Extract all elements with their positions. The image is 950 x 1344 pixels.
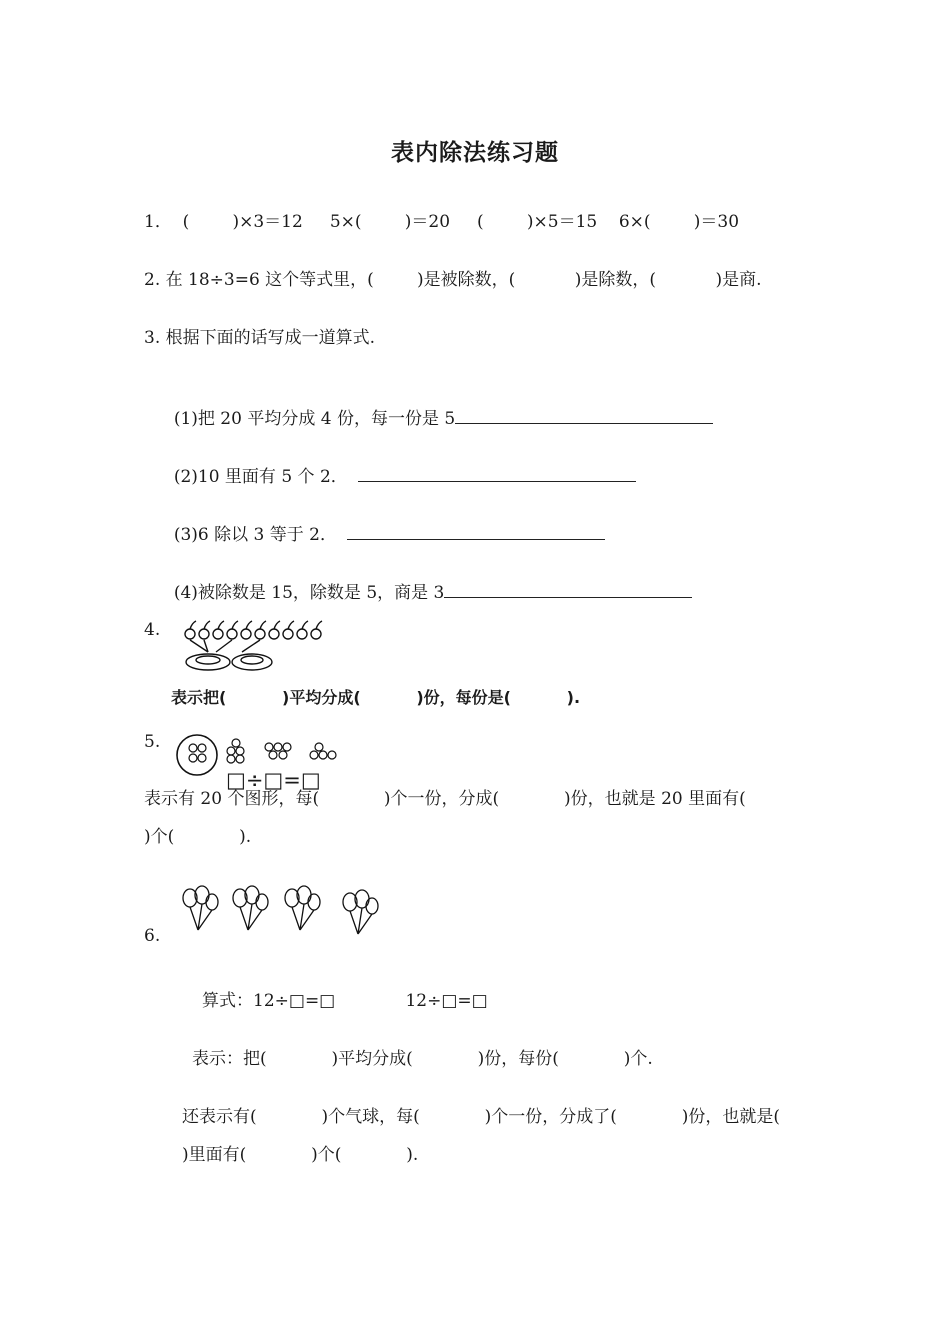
question-5-number: 5. (144, 732, 161, 752)
balloons-figure (178, 884, 388, 938)
question-5-text-1: 表示有 20 个图形，每( )个一份，分成( )份，也就是 20 里面有( (144, 789, 746, 809)
question-5-text-2: )个( ). (144, 827, 252, 847)
question-3-item-4 (163, 559, 692, 604)
answer-line[interactable] (455, 407, 713, 424)
question-4-caption: 表示把( )平均分成( )份，每份是( ). (171, 688, 581, 707)
plate-icon (186, 654, 272, 670)
question-1: 1． ( )×3＝12 5×( )＝20 ( )×5＝15 6×( )＝30 (144, 212, 740, 232)
question-3-item-3 (163, 501, 605, 546)
balloon-icon (183, 886, 378, 934)
question-6-line-1: 表示：把( )平均分成( )份，每份( )个. (192, 1049, 653, 1069)
item-text: (2)10 里面有 5 个 2． (173, 467, 348, 487)
question-2: 2. 在 18÷3=6 这个等式里，( )是被除数，( )是除数，( )是商. (144, 270, 762, 290)
question-6-number: 6. (144, 926, 161, 946)
cherry-icon (185, 621, 322, 639)
question-5-equation[interactable]: □÷□=□ (226, 768, 321, 792)
question-3-item-1 (163, 385, 713, 430)
question-3-item-2 (163, 443, 636, 488)
question-3-heading: 3. 根据下面的话写成一道算式. (144, 328, 376, 348)
question-4-number: 4. (144, 620, 161, 640)
item-text: (4)被除数是 15，除数是 5，商是 3 (173, 583, 445, 603)
page-title: 表内除法练习题 (391, 139, 559, 166)
question-6-line-2: 还表示有( )个气球，每( )个一份，分成了( )份，也就是( (182, 1107, 780, 1127)
answer-line[interactable] (347, 523, 605, 540)
item-text: (1)把 20 平均分成 4 份，每一份是 5 (173, 409, 456, 429)
answer-line[interactable] (444, 581, 692, 598)
item-text: (3)6 除以 3 等于 2． (173, 525, 337, 545)
question-6-line-3: )里面有( )个( ). (182, 1145, 419, 1165)
answer-line[interactable] (358, 465, 636, 482)
question-6-formula: 算式：12÷□=□ 12÷□=□ (202, 991, 488, 1011)
cherries-plates-figure (180, 618, 340, 676)
